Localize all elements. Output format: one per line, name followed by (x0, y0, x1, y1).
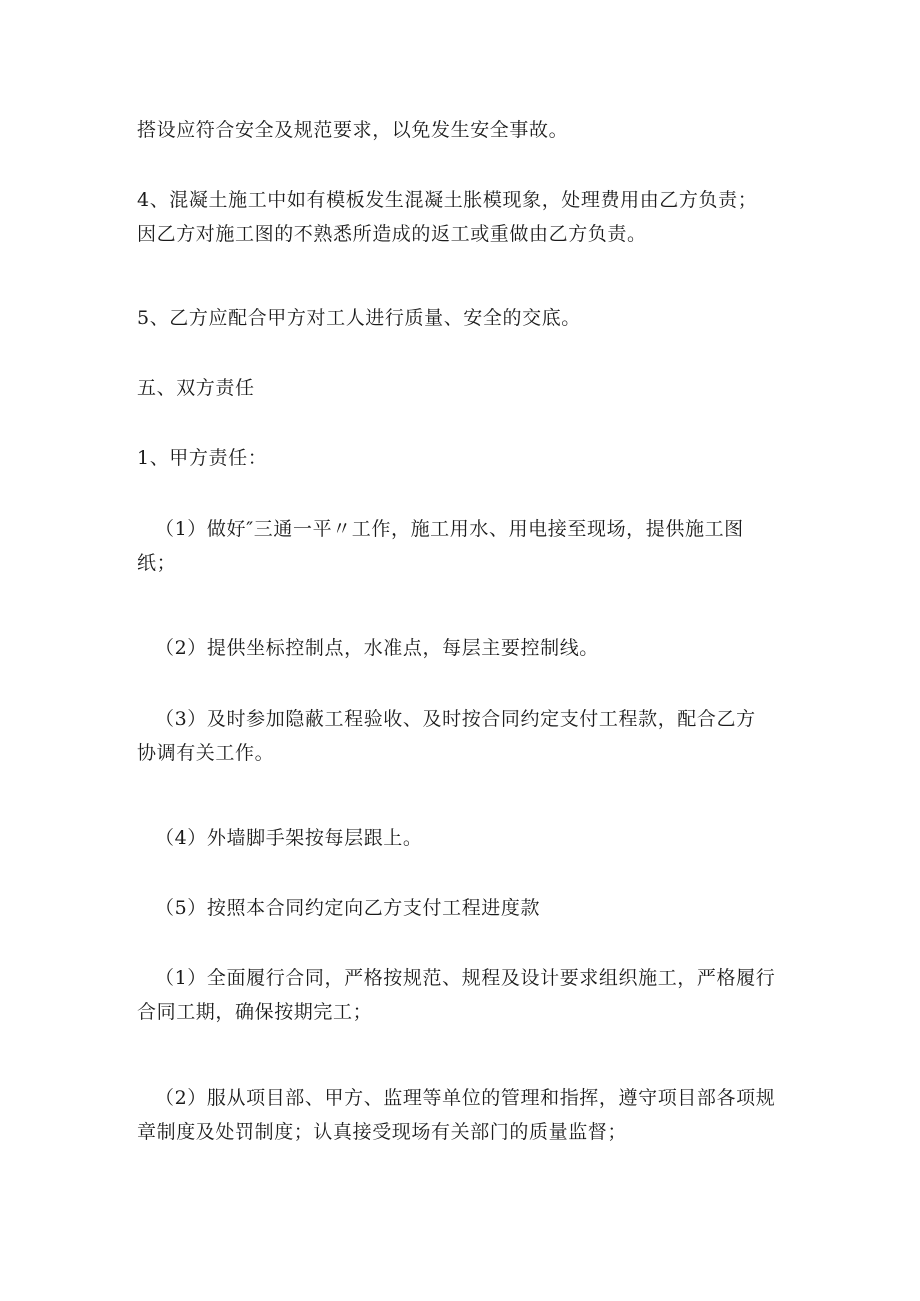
section-heading-responsibilities (137, 371, 787, 405)
text-line: 4、混凝土施工中如有模板发生混凝土胀模现象，处理费用由乙方负责； (137, 189, 758, 211)
text-line: （2）服从项目部、甲方、监理等单位的管理和指挥，遵守项目部各项规 (155, 1087, 776, 1109)
text-line: （1）全面履行合同，严格按规范、规程及设计要求组织施工，严格履行 (155, 967, 776, 989)
list-item-a2 (155, 631, 805, 665)
text-line: 5、乙方应配合甲方对工人进行质量、安全的交底。 (137, 307, 581, 329)
text-line: （1）做好″三通一平〃工作，施工用水、用电接至现场，提供施工图 (155, 518, 744, 540)
subheading-party-a-responsibility (137, 441, 787, 475)
text-line: （5）按照本合同约定向乙方支付工程进度款 (155, 897, 541, 919)
list-item-a1 (137, 512, 805, 580)
list-item-a3 (137, 702, 805, 770)
list-item-a4 (155, 821, 805, 855)
text-line: 五、双方责任 (137, 377, 255, 399)
text-line: （3）及时参加隐蔽工程验收、及时按合同约定支付工程款，配合乙方 (155, 708, 756, 730)
text-line: （4）外墙脚手架按每层跟上。 (155, 827, 423, 849)
paragraph-scaffolding-safety (137, 113, 787, 147)
text-line: 搭设应符合安全及规范要求，以免发生安全事故。 (137, 119, 569, 141)
text-line: 章制度及处罚制度；认真接受现场有关部门的质量监督； (137, 1121, 628, 1143)
text-line: 合同工期，确保按期完工； (137, 1001, 373, 1023)
list-item-b2 (137, 1081, 805, 1149)
text-line: （2）提供坐标控制点，水准点，每层主要控制线。 (155, 637, 599, 659)
list-item-a5 (155, 891, 805, 925)
text-line: 因乙方对施工图的不熟悉所造成的返工或重做由乙方负责。 (137, 223, 647, 245)
text-line: 协调有关工作。 (137, 742, 275, 764)
paragraph-item-5 (137, 301, 787, 335)
paragraph-item-4 (137, 183, 787, 251)
text-line: 纸； (137, 552, 177, 574)
list-item-b1 (137, 961, 805, 1029)
text-line: 1、甲方责任： (137, 447, 268, 469)
